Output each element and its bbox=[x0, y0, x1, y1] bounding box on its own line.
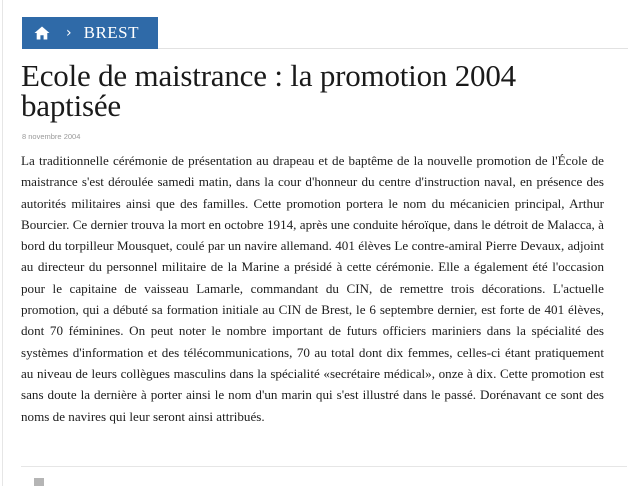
article-footer-divider bbox=[21, 466, 627, 467]
article-title: Ecole de maistrance : la promotion 2004 baptisée bbox=[21, 58, 516, 123]
page-left-border bbox=[2, 0, 3, 486]
breadcrumb-link-brest[interactable]: BREST bbox=[83, 23, 140, 42]
footer-marker bbox=[34, 478, 44, 486]
article-body: La traditionnelle cérémonie de présentation au drapeau et de baptême de la nouvelle promotion de l'École de maistrance s'est déroulée samedi matin, dans la cour d'honneur du centre d'instruction naval, en présence des autorités militaires ainsi que des familles. Cette promotion portera le nom du mécanicien principal, Arthur Bourcier. Ce dernier trouva la mort en octobre 1914, après une conduite héroïque, dans le détroit de Malacca, à bord du torpilleur Mousquet, coulé par un navire allemand. 401 élèves Le contre-amiral Pierre Devaux, adjoint au directeur du personnel militaire de la Marine a présidé à cette cérémonie. Elle a également été l'occasion pour le capitaine de vaisseau Lamarle, commandant du CIN, de remettre trois décorations. L'actuelle promotion, qui a débuté sa formation initiale au CIN de Brest, le 6 septembre dernier, est forte de 401 élèves, dont 70 féminines. On peut noter le nombre important de futurs officiers mariniers dans la spécialité des systèmes d'information et des télécommunications, 70 au total dont dix femmes, celles-ci étant pratiquement au niveau de leurs collègues masculins dans la spécialité «secrétaire médical», onze à dix. Cette promotion est sans doute la dernière à porter ainsi le nom d'un marin qui s'est illustré dans le passé. Dorénavant ce sont des noms de navires qui leur seront ainsi attribués. bbox=[21, 153, 604, 424]
home-icon[interactable] bbox=[34, 26, 50, 40]
chevron-right-icon: › bbox=[66, 25, 72, 41]
article-date: 8 novembre 2004 bbox=[22, 132, 81, 141]
breadcrumb-divider bbox=[158, 48, 628, 49]
home-icon-graphic bbox=[34, 26, 50, 40]
breadcrumb bbox=[22, 17, 158, 49]
